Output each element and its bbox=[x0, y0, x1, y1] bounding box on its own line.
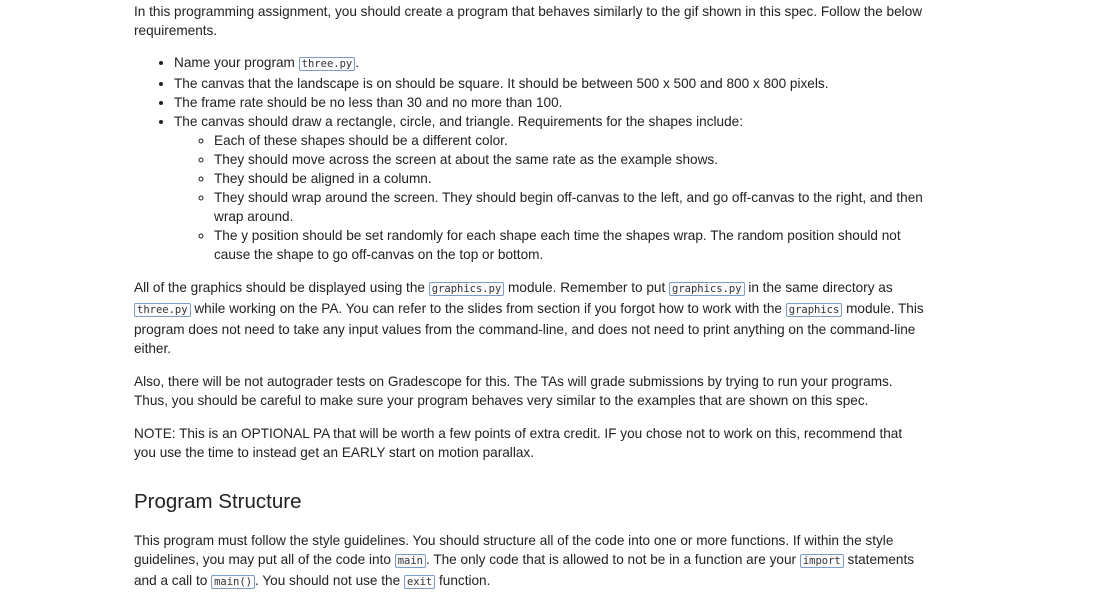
paragraph-text: while working on the PA. You can refer to the slides from section if you forgot how to work with the bbox=[190, 301, 786, 316]
requirement-program-name bbox=[174, 53, 924, 74]
paragraph-text: in the same directory as bbox=[744, 280, 893, 295]
inline-code-import: import bbox=[800, 554, 844, 568]
requirement-text: The canvas should draw a rectangle, circle, and triangle. Requirements for the shapes include: bbox=[174, 114, 743, 129]
requirement-frame-rate: • The frame rate should be no less than 30 and no more than 100. bbox=[174, 93, 924, 112]
inline-code-three-py: three.py bbox=[299, 57, 356, 71]
paragraph-text: module. Remember to put bbox=[504, 280, 669, 295]
section-heading-program-structure: Program Structure bbox=[134, 490, 302, 513]
inline-code-graphics: graphics bbox=[786, 303, 843, 317]
paragraph-text: function. bbox=[435, 573, 491, 588]
shape-requirement-color: ◦ Each of these shapes should be a different color. bbox=[214, 131, 924, 150]
note-paragraph: NOTE: This is an OPTIONAL PA that will be worth a few points of extra credit. IF you chose not to work on this, recommend that you use the time to instead get an EARLY start on motion parallax. bbox=[134, 426, 903, 460]
paragraph-text: . The only code that is allowed to not be in a function are your bbox=[426, 552, 800, 567]
paragraph-text: module. This program does not need to take any input values from the command-line, and does not need to print anything on the command-line either. bbox=[134, 301, 924, 356]
requirement-text: . bbox=[355, 55, 360, 70]
shape-requirement-column: ◦ They should be aligned in a column. bbox=[214, 169, 924, 188]
shape-requirement-rate: ◦ They should move across the screen at about the same rate as the example shows. bbox=[214, 150, 924, 169]
inline-code-graphics-py: graphics.py bbox=[669, 282, 745, 296]
inline-code-exit: exit bbox=[404, 575, 435, 589]
paragraph-text: All of the graphics should be displayed using the bbox=[134, 280, 429, 295]
requirement-text: Name your program bbox=[174, 55, 299, 70]
structure-paragraph bbox=[134, 531, 924, 592]
shape-requirements-list bbox=[174, 131, 924, 264]
requirement-canvas-size: • The canvas that the landscape is on should be square. It should be between 500 x 500 and 800 x 800 pixels. bbox=[174, 74, 924, 93]
graphics-paragraph bbox=[134, 278, 924, 358]
document-body bbox=[134, 2, 924, 606]
inline-code-main: main bbox=[395, 554, 426, 568]
inline-code-three-py: three.py bbox=[134, 303, 191, 317]
paragraph-text: This program must follow the style guidelines. You should structure all of the code into one or more functions. If within the style guidelines, you may put all of the code into bbox=[134, 533, 894, 567]
paragraph-text: . You should not use the bbox=[255, 573, 404, 588]
autograder-paragraph: Also, there will be not autograder tests on Gradescope for this. The TAs will grade submissions by trying to run your programs. Thus, you should be careful to make sure your program behaves very similar to the examples that are shown on this spec. bbox=[134, 374, 893, 408]
inline-code-graphics-py: graphics.py bbox=[429, 282, 505, 296]
paragraph-text: statements and a call to bbox=[134, 552, 915, 588]
requirements-list bbox=[134, 53, 924, 264]
shape-requirement-y-position: ◦ The y position should be set randomly for each shape each time the shapes wrap. The random position should not cause the shape to go off-canvas on the top or bottom. bbox=[214, 226, 924, 264]
intro-paragraph: In this programming assignment, you should create a program that behaves similarly to the gif shown in this spec. Follow the below requirements. bbox=[134, 4, 923, 38]
requirement-shapes bbox=[174, 112, 924, 264]
shape-requirement-wrap: ◦ They should wrap around the screen. They should begin off-canvas to the left, and go off-canvas to the right, and then wrap around. bbox=[214, 188, 924, 226]
inline-code-main-call: main() bbox=[211, 575, 255, 589]
